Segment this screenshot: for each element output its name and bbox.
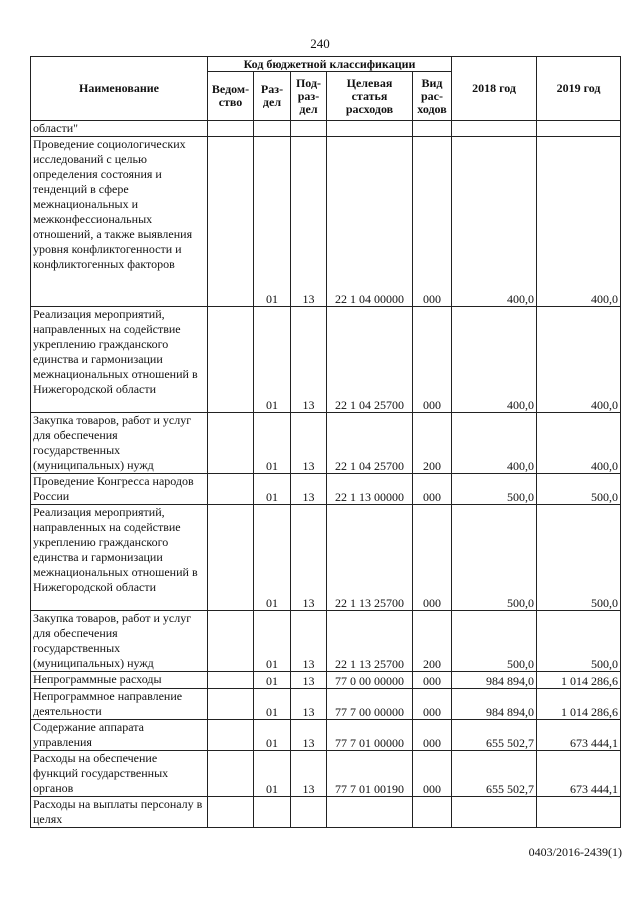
- row-amount-2019: [537, 797, 621, 828]
- row-razdel: 01: [254, 413, 291, 474]
- row-podrazdel: 13: [291, 505, 327, 611]
- header-razdel: Раз-дел: [254, 72, 291, 121]
- table-row: [31, 689, 621, 720]
- row-amount-2019: [537, 121, 621, 137]
- row-vedomstvo: [208, 797, 254, 828]
- row-razdel: 01: [254, 689, 291, 720]
- row-vid-raskhodov: 000: [413, 751, 452, 797]
- row-razdel: 01: [254, 505, 291, 611]
- row-podrazdel: 13: [291, 474, 327, 505]
- row-amount-2019: 1 014 286,6: [537, 689, 621, 720]
- row-podrazdel: 13: [291, 672, 327, 689]
- row-razdel: 01: [254, 751, 291, 797]
- row-amount-2018: 984 894,0: [452, 672, 537, 689]
- row-celevaya-statya: 22 1 13 00000: [327, 474, 413, 505]
- row-vedomstvo: [208, 307, 254, 413]
- row-amount-2018: 400,0: [452, 307, 537, 413]
- table-row: [31, 474, 621, 505]
- header-2019: 2019 год: [537, 57, 621, 121]
- row-amount-2019: 1 014 286,6: [537, 672, 621, 689]
- row-vid-raskhodov: [413, 797, 452, 828]
- row-name: Содержание аппарата управления: [31, 720, 208, 751]
- row-vedomstvo: [208, 611, 254, 672]
- row-celevaya-statya: 77 0 00 00000: [327, 672, 413, 689]
- row-amount-2018: [452, 121, 537, 137]
- row-vedomstvo: [208, 121, 254, 137]
- table-row: [31, 751, 621, 797]
- row-vid-raskhodov: 000: [413, 505, 452, 611]
- row-amount-2018: 500,0: [452, 505, 537, 611]
- row-name: Непрограммное направление деятельности: [31, 689, 208, 720]
- row-celevaya-statya: 77 7 01 00000: [327, 720, 413, 751]
- row-amount-2018: [452, 797, 537, 828]
- row-name: Расходы на обеспечение функций государственных органов: [31, 751, 208, 797]
- row-amount-2019: 673 444,1: [537, 751, 621, 797]
- row-razdel: 01: [254, 720, 291, 751]
- row-amount-2018: 400,0: [452, 413, 537, 474]
- row-razdel: 01: [254, 672, 291, 689]
- row-vid-raskhodov: 000: [413, 720, 452, 751]
- header-celevaya-statya: Целевая статья расходов: [327, 72, 413, 121]
- row-celevaya-statya: 22 1 13 25700: [327, 611, 413, 672]
- row-podrazdel: 13: [291, 413, 327, 474]
- row-vid-raskhodov: [413, 121, 452, 137]
- row-podrazdel: 13: [291, 689, 327, 720]
- row-amount-2019: 673 444,1: [537, 720, 621, 751]
- document-code: 0403/2016-2439(1): [528, 845, 622, 859]
- row-amount-2019: 400,0: [537, 307, 621, 413]
- table-row: [31, 672, 621, 689]
- row-name: области": [31, 121, 208, 137]
- row-vedomstvo: [208, 474, 254, 505]
- row-name: Проведение Конгресса народов России: [31, 474, 208, 505]
- row-amount-2018: 500,0: [452, 474, 537, 505]
- row-amount-2018: 655 502,7: [452, 751, 537, 797]
- row-razdel: 01: [254, 611, 291, 672]
- header-vid-raskhodov: Вид рас-ходов: [413, 72, 452, 121]
- row-razdel: [254, 121, 291, 137]
- row-vid-raskhodov: 000: [413, 689, 452, 720]
- row-amount-2019: 500,0: [537, 474, 621, 505]
- row-name: Закупка товаров, работ и услуг для обеспечения государственных (муниципальных) нужд: [31, 413, 208, 474]
- row-podrazdel: [291, 121, 327, 137]
- row-amount-2018: 655 502,7: [452, 720, 537, 751]
- row-amount-2018: 984 894,0: [452, 689, 537, 720]
- row-celevaya-statya: [327, 121, 413, 137]
- row-vid-raskhodov: 000: [413, 307, 452, 413]
- table-row: [31, 720, 621, 751]
- row-celevaya-statya: [327, 797, 413, 828]
- table-row: [31, 307, 621, 413]
- row-podrazdel: 13: [291, 720, 327, 751]
- row-amount-2018: 500,0: [452, 611, 537, 672]
- row-celevaya-statya: 22 1 04 25700: [327, 307, 413, 413]
- row-name: Реализация мероприятий, направленных на содействие укреплению гражданского единства и гармонизации межнациональных отношений в Нижегородской области: [31, 505, 208, 611]
- row-name: Реализация мероприятий, направленных на содействие укреплению гражданского единства и гармонизации межнациональных отношений в Нижегородской области: [31, 307, 208, 413]
- table-row: [31, 121, 621, 137]
- row-celevaya-statya: 77 7 00 00000: [327, 689, 413, 720]
- table-row: [31, 797, 621, 828]
- row-vedomstvo: [208, 672, 254, 689]
- row-podrazdel: 13: [291, 307, 327, 413]
- row-vedomstvo: [208, 505, 254, 611]
- row-amount-2019: 500,0: [537, 505, 621, 611]
- row-razdel: 01: [254, 474, 291, 505]
- row-amount-2019: 400,0: [537, 137, 621, 307]
- row-vid-raskhodov: 200: [413, 413, 452, 474]
- row-amount-2019: 500,0: [537, 611, 621, 672]
- header-row-group: [31, 57, 621, 72]
- row-vid-raskhodov: 000: [413, 137, 452, 307]
- row-razdel: [254, 797, 291, 828]
- row-vedomstvo: [208, 720, 254, 751]
- row-celevaya-statya: 22 1 13 25700: [327, 505, 413, 611]
- table-row: [31, 137, 621, 307]
- row-podrazdel: 13: [291, 137, 327, 307]
- row-podrazdel: 13: [291, 611, 327, 672]
- row-vid-raskhodov: 200: [413, 611, 452, 672]
- row-name: Закупка товаров, работ и услуг для обеспечения государственных (муниципальных) нужд: [31, 611, 208, 672]
- row-razdel: 01: [254, 137, 291, 307]
- header-classification-group: Код бюджетной классификации: [208, 57, 452, 72]
- table-row: [31, 413, 621, 474]
- page-number: 240: [310, 36, 330, 51]
- row-name: Непрограммные расходы: [31, 672, 208, 689]
- row-amount-2018: 400,0: [452, 137, 537, 307]
- row-name: Проведение социологических исследований с целью определения состояния и тенденций в сфере межнациональных и межконфессиональных отношений, а также выявления уровня конфликтогенности и конфликтогенных факторов: [31, 137, 208, 307]
- row-vedomstvo: [208, 689, 254, 720]
- row-razdel: 01: [254, 307, 291, 413]
- header-podrazdel: Под-раз-дел: [291, 72, 327, 121]
- row-vid-raskhodov: 000: [413, 672, 452, 689]
- row-celevaya-statya: 22 1 04 00000: [327, 137, 413, 307]
- budget-table: [30, 56, 621, 828]
- row-podrazdel: [291, 797, 327, 828]
- row-amount-2019: 400,0: [537, 413, 621, 474]
- row-celevaya-statya: 22 1 04 25700: [327, 413, 413, 474]
- row-celevaya-statya: 77 7 01 00190: [327, 751, 413, 797]
- row-vid-raskhodov: 000: [413, 474, 452, 505]
- header-name: Наименование: [31, 57, 208, 121]
- row-name: Расходы на выплаты персоналу в целях: [31, 797, 208, 828]
- header-2018: 2018 год: [452, 57, 537, 121]
- table-row: [31, 505, 621, 611]
- table-row: [31, 611, 621, 672]
- row-vedomstvo: [208, 137, 254, 307]
- row-vedomstvo: [208, 413, 254, 474]
- table-body: [31, 121, 621, 828]
- row-vedomstvo: [208, 751, 254, 797]
- row-podrazdel: 13: [291, 751, 327, 797]
- header-vedomstvo: Ведом-ство: [208, 72, 254, 121]
